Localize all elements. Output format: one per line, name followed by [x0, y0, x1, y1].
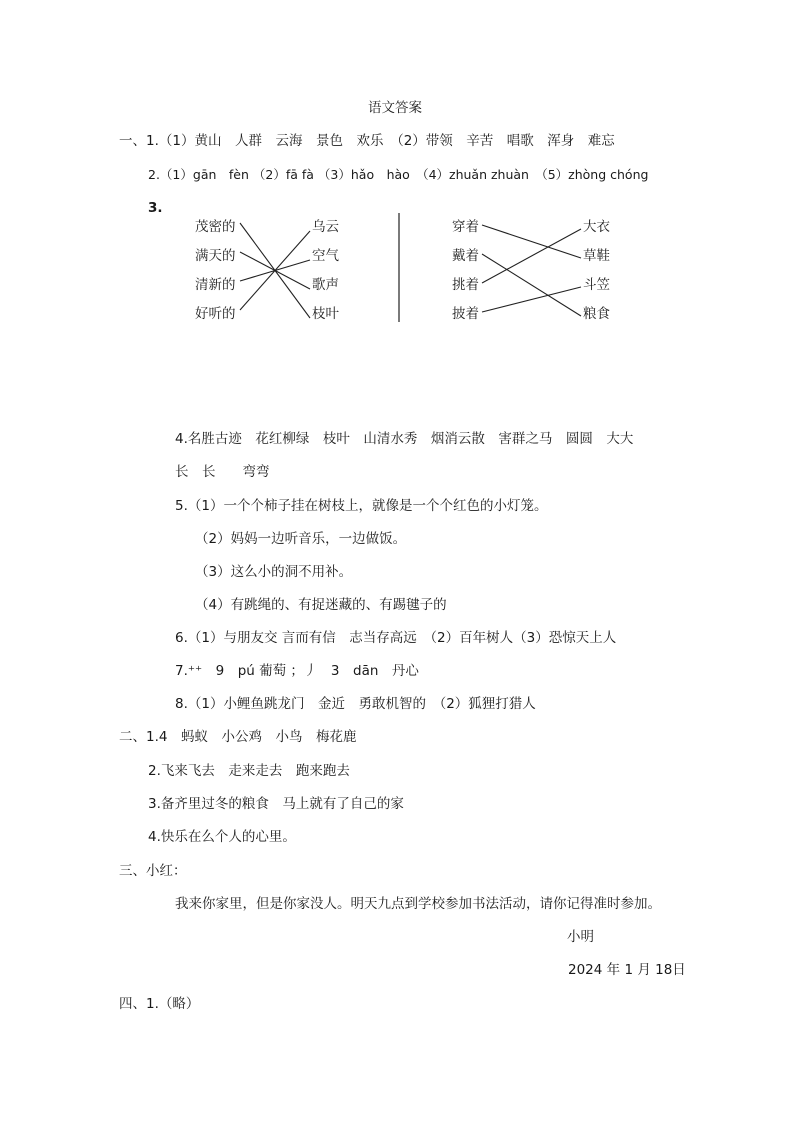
right-noun-4: 粮食	[583, 306, 610, 322]
section1-q5-1: 5.（1）一个个柿子挂在树枝上，就像是一个个红色的小灯笼。	[175, 498, 548, 514]
section1-q4-line1: 4.名胜古迹 花红柳绿 枝叶 山清水秀 烟消云散 害群之马 圆圆 大大	[175, 431, 634, 447]
page-title: 语文答案	[368, 100, 422, 116]
matching-lines	[0, 0, 794, 340]
left-adjective-3: 清新的	[195, 277, 236, 293]
right-noun-1: 大衣	[583, 219, 610, 235]
section1-q5-3: （3）这么小的洞不用补。	[195, 564, 353, 580]
section3-signature: 小明	[567, 929, 594, 945]
section4-q1: 四、1.（略）	[119, 996, 200, 1012]
left-noun-2: 空气	[312, 248, 339, 264]
right-verb-2: 戴着	[452, 248, 479, 264]
right-verb-1: 穿着	[452, 219, 479, 235]
section1-q2: 2.（1）gān fèn （2）fā fà （3）hǎo hào （4）zhuǎn zhuàn （5）zhòng chóng	[148, 167, 649, 182]
left-match-line-4	[240, 231, 310, 310]
section1-q1: 一、1.（1）黄山 人群 云海 景色 欢乐 （2）带领 辛苦 唱歌 浑身 难忘	[119, 133, 615, 149]
section3-heading: 三、小红：	[119, 863, 187, 879]
section1-q5-2: （2）妈妈一边听音乐，一边做饭。	[195, 531, 407, 547]
right-noun-3: 斗笠	[583, 277, 610, 293]
section3-note-body: 我来你家里，但是你家没人。明天九点到学校参加书法活动，请你记得准时参加。	[175, 896, 661, 912]
left-adjective-4: 好听的	[195, 306, 236, 322]
section1-q7: 7.⁺⁺ 9 pú 葡萄 ；丿 3 dān 丹心	[175, 663, 419, 679]
section2-q3: 3.备齐里过冬的粮食 马上就有了自己的家	[148, 796, 404, 812]
section2-q4: 4.快乐在么个人的心里。	[148, 829, 296, 845]
section1-q4-line2: 长 长 弯弯	[175, 464, 270, 480]
left-noun-3: 歌声	[312, 277, 339, 293]
right-match-line-3	[482, 229, 581, 283]
section1-q3-label: 3.	[148, 200, 163, 216]
left-noun-1: 乌云	[312, 219, 339, 235]
section1-q6: 6.（1）与朋友交 言而有信 志当存高远 （2）百年树人（3）恐惊天上人	[175, 630, 617, 646]
section1-q8: 8.（1）小鲤鱼跳龙门 金近 勇敢机智的 （2）狐狸打猎人	[175, 696, 536, 712]
section1-q5-4: （4）有跳绳的、有捉迷藏的、有踢毽子的	[195, 597, 447, 613]
matching-exercise	[0, 0, 794, 340]
left-noun-4: 枝叶	[312, 306, 339, 322]
right-match-line-1	[482, 225, 581, 258]
section3-date: 2024 年 1 月 18日	[568, 962, 686, 978]
left-adjective-1: 茂密的	[195, 219, 236, 235]
left-adjective-2: 满天的	[195, 248, 236, 264]
right-match-line-2	[482, 254, 581, 316]
right-verb-4: 披着	[452, 306, 479, 322]
right-noun-2: 草鞋	[583, 248, 610, 264]
section2-q2: 2.飞来飞去 走来走去 跑来跑去	[148, 763, 350, 779]
right-match-line-4	[482, 287, 581, 312]
section2-q1: 二、1.4 蚂蚁 小公鸡 小鸟 梅花鹿	[119, 729, 357, 745]
right-verb-3: 挑着	[452, 277, 479, 293]
